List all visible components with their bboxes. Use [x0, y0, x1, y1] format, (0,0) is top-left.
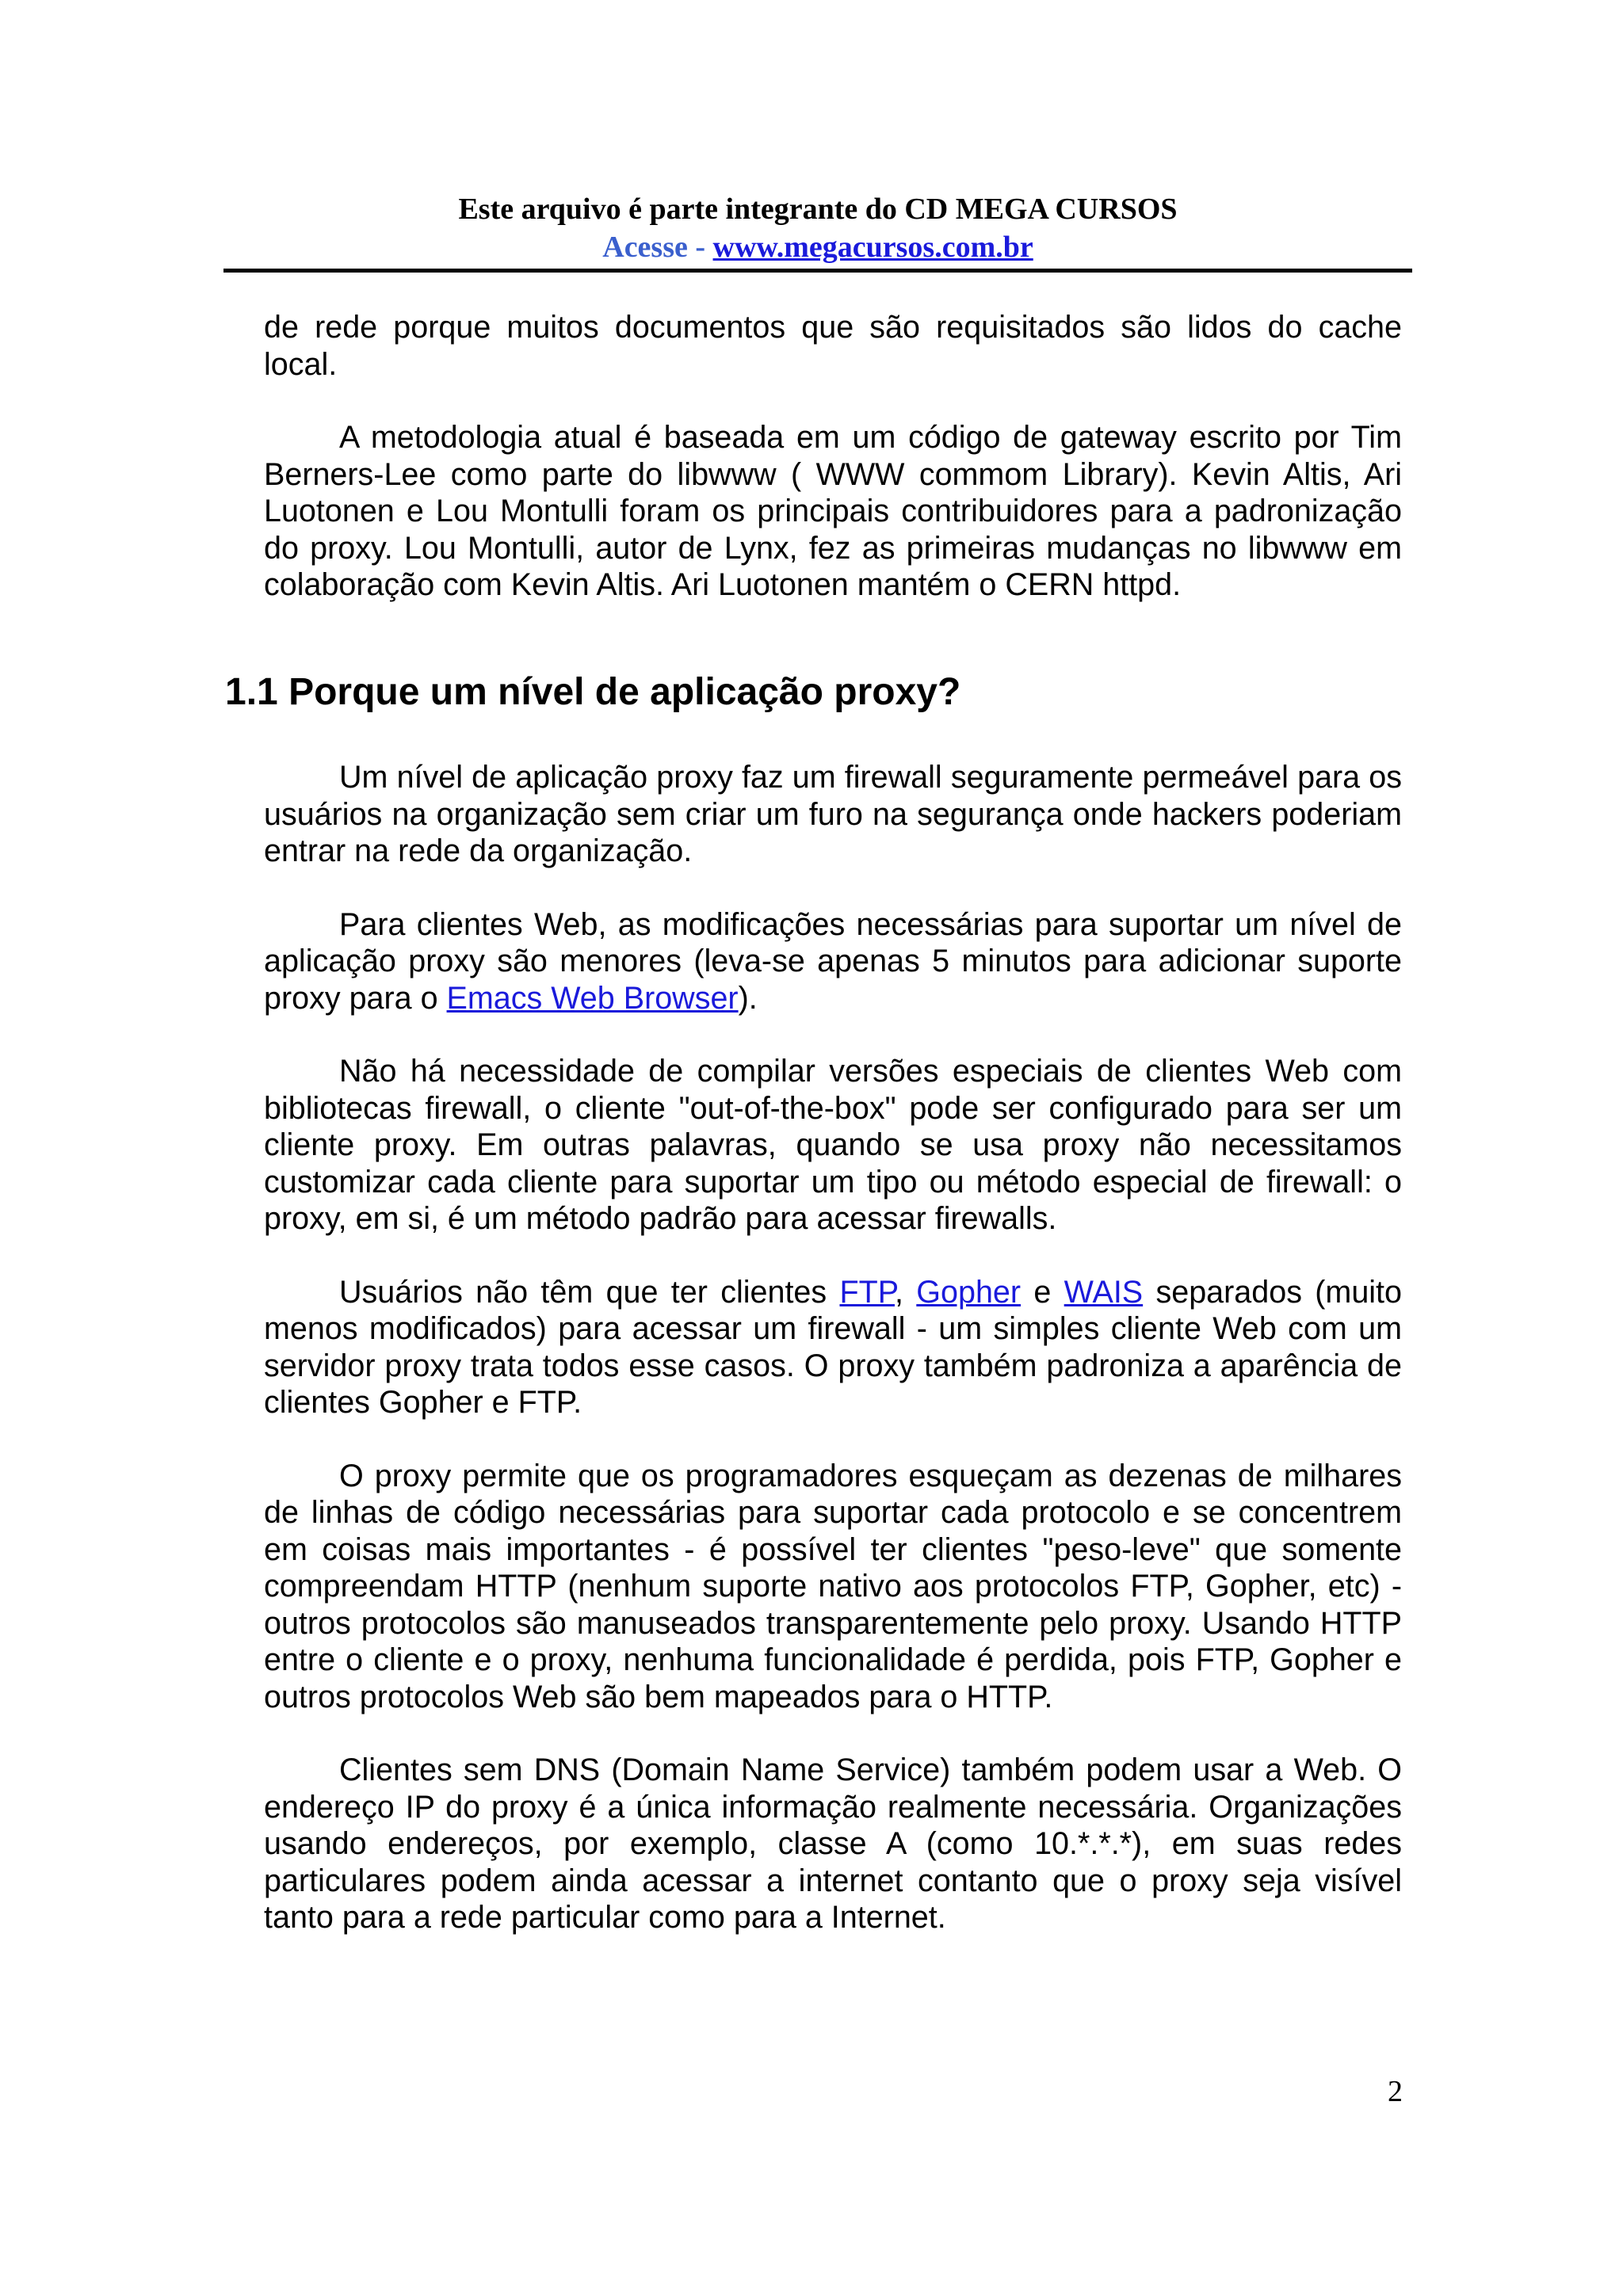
paragraph-4-text-c: e [1021, 1274, 1064, 1310]
section-paragraph-6: Clientes sem DNS (Domain Name Service) também podem usar a Web. O endereço IP do proxy é a única informação realmente necessária. Organizações usando endereços, por exemplo, classe A (como 10.*.*.*), em suas redes particulares podem ainda acessar a internet contanto que o proxy seja visível tanto para a rede particular como para a Internet. [264, 1753, 1402, 1935]
gopher-link[interactable]: Gopher [916, 1274, 1022, 1310]
paragraph-2-text-before: Para clientes Web, as modificações necessárias para suportar um nível de aplicação proxy são menores (leva-se apenas 5 minutos para adicionar suporte proxy para o [264, 906, 1402, 1016]
header-divider [223, 269, 1412, 273]
section-paragraph-5: O proxy permite que os programadores esqueçam as dezenas de milhares de linhas de código necessárias para suportar cada protocolo e se concentrem em coisas mais importantes - é possível ter clientes "peso-leve" que somente compreendam HTTP (nenhum suporte nativo aos protocolos FTP, Gopher, etc) - outros protocolos são manuseados transparentemente pelo proxy. Usando HTTP entre o cliente e o proxy, nenhuma funcionalidade é perdida, pois FTP, Gopher e outros protocolos Web são bem mapeados para o HTTP. [264, 1458, 1402, 1714]
intro-paragraph-continuation: de rede porque muitos documentos que são requisitados são lidos do cache local. [264, 310, 1402, 382]
header-access-prefix: Acesse - [602, 231, 713, 264]
ftp-link[interactable]: FTP [839, 1274, 895, 1310]
intro-paragraph-methodology: A metodologia atual é baseada em um código de gateway escrito por Tim Berners-Lee como parte do libwww ( WWW commom Library). Kevin Altis, Ari Luotonen e Lou Montulli foram os principais contribuidores para a padronização do proxy. Lou Montulli, autor de Lynx, fez as primeiras mudanças no libwww em colaboração com Kevin Altis. Ari Luotonen mantém o CERN httpd. [264, 420, 1402, 602]
intro-text-block [264, 309, 1402, 640]
page-number: 2 [1388, 2075, 1403, 2108]
paragraph-2-text-after: ). [738, 980, 758, 1016]
paragraph-4-text-b: , [894, 1274, 917, 1310]
paragraph-4-text-d: separados (muito menos modificados) para acessar um firewall - um simples cliente Web com um servidor proxy trata todos esse casos. O proxy também padroniza a aparência de clientes Gopher e FTP. [264, 1274, 1403, 1420]
section-paragraph-3: Não há necessidade de compilar versões especiais de clientes Web com bibliotecas firewall, o cliente "out-of-the-box" pode ser configurado para ser um cliente proxy. Em outras palavras, quando se usa proxy não necessitamos customizar cada cliente para suportar um tipo ou método especial de firewall: o proxy, em si, é um método padrão para acessar firewalls. [264, 1054, 1402, 1236]
section-paragraph-1: Um nível de aplicação proxy faz um firewall seguramente permeável para os usuários na organização sem criar um furo na segurança onde hackers poderiam entrar na rede da organização. [264, 760, 1402, 868]
header-access-line [223, 228, 1412, 266]
section-paragraph-4 [264, 1274, 1402, 1421]
emacs-web-browser-link[interactable]: Emacs Web Browser [446, 980, 739, 1016]
section-paragraph-2 [264, 906, 1402, 1017]
section-text-block [264, 759, 1402, 1973]
paragraph-4-text-a: Usuários não têm que ter clientes [339, 1274, 840, 1310]
header-site-link[interactable]: www.megacursos.com.br [712, 231, 1033, 264]
section-heading: 1.1 Porque um nível de aplicação proxy? [225, 671, 961, 713]
page-header [223, 190, 1412, 266]
wais-link[interactable]: WAIS [1064, 1274, 1144, 1310]
header-title: Este arquivo é parte integrante do CD MEGA CURSOS [458, 193, 1178, 226]
